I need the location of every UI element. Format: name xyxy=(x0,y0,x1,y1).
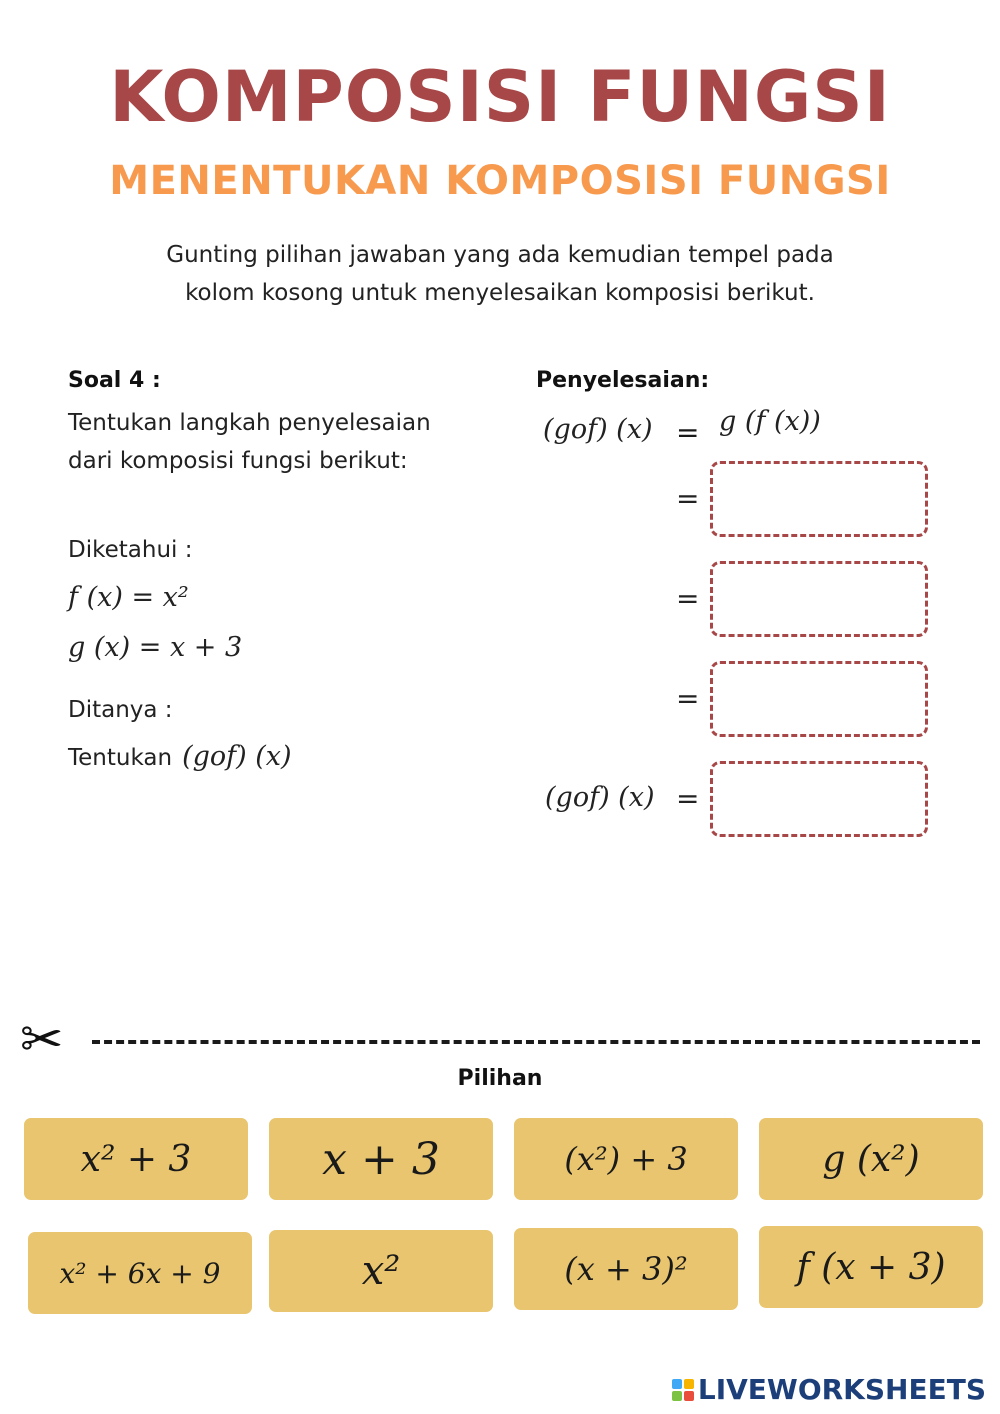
page-title: KOMPOSISI FUNGSI xyxy=(109,56,891,138)
choices-title: Pilihan xyxy=(457,1066,543,1091)
asked-expression: (gof) (x) xyxy=(182,741,292,772)
answer-drop-box-2[interactable] xyxy=(710,561,928,637)
choice-card-2[interactable]: x + 3 xyxy=(269,1118,493,1200)
question-text xyxy=(68,404,431,480)
solution-lhs-first: (gof) (x) xyxy=(543,414,653,445)
question-text-line-1: Tentukan langkah penyelesaian xyxy=(68,410,431,436)
g-definition: g (x) = x + 3 xyxy=(68,632,243,663)
solution-last-equals: = xyxy=(676,782,700,815)
question-text-line-2: dari komposisi fungsi berikut: xyxy=(68,448,408,474)
answer-drop-box-3[interactable] xyxy=(710,661,928,737)
instructions xyxy=(100,236,900,312)
instruction-line-2: kolom kosong untuk menyelesaikan komposisi berikut. xyxy=(185,280,815,306)
answer-drop-box-1[interactable] xyxy=(710,461,928,537)
instruction-line-1: Gunting pilihan jawaban yang ada kemudian tempel pada xyxy=(166,242,834,268)
asked-prefix: Tentukan xyxy=(68,745,173,771)
solution-first-equals: = xyxy=(676,416,700,449)
asked-row xyxy=(68,739,292,777)
solution-rhs-first: g (f (x)) xyxy=(719,406,821,437)
f-definition: f (x) = x² xyxy=(68,582,189,613)
choice-card-6[interactable]: x² xyxy=(269,1230,493,1312)
equals-sign-1: = xyxy=(676,482,700,515)
choice-card-4[interactable]: g (x²) xyxy=(759,1118,983,1200)
cut-line xyxy=(92,1040,980,1044)
choice-card-8[interactable]: f (x + 3) xyxy=(759,1226,983,1308)
choice-card-7[interactable]: (x + 3)² xyxy=(514,1228,738,1310)
answer-drop-box-4[interactable] xyxy=(710,761,928,837)
choice-card-1[interactable]: x² + 3 xyxy=(24,1118,248,1200)
scissors-icon: ✂ xyxy=(20,1010,64,1070)
page-subtitle: MENENTUKAN KOMPOSISI FUNGSI xyxy=(109,158,891,204)
equals-sign-3: = xyxy=(676,682,700,715)
brand-logo xyxy=(672,1373,986,1406)
choice-card-3[interactable]: (x²) + 3 xyxy=(514,1118,738,1200)
known-label: Diketahui : xyxy=(68,537,193,563)
choice-card-5[interactable]: x² + 6x + 9 xyxy=(28,1232,252,1314)
solution-lhs-last: (gof) (x) xyxy=(545,782,655,813)
asked-label: Ditanya : xyxy=(68,697,173,723)
equals-sign-2: = xyxy=(676,582,700,615)
solution-label: Penyelesaian: xyxy=(536,368,710,393)
question-label: Soal 4 : xyxy=(68,368,161,393)
brand-grid-icon xyxy=(672,1379,694,1401)
brand-name: LIVEWORKSHEETS xyxy=(697,1373,986,1406)
